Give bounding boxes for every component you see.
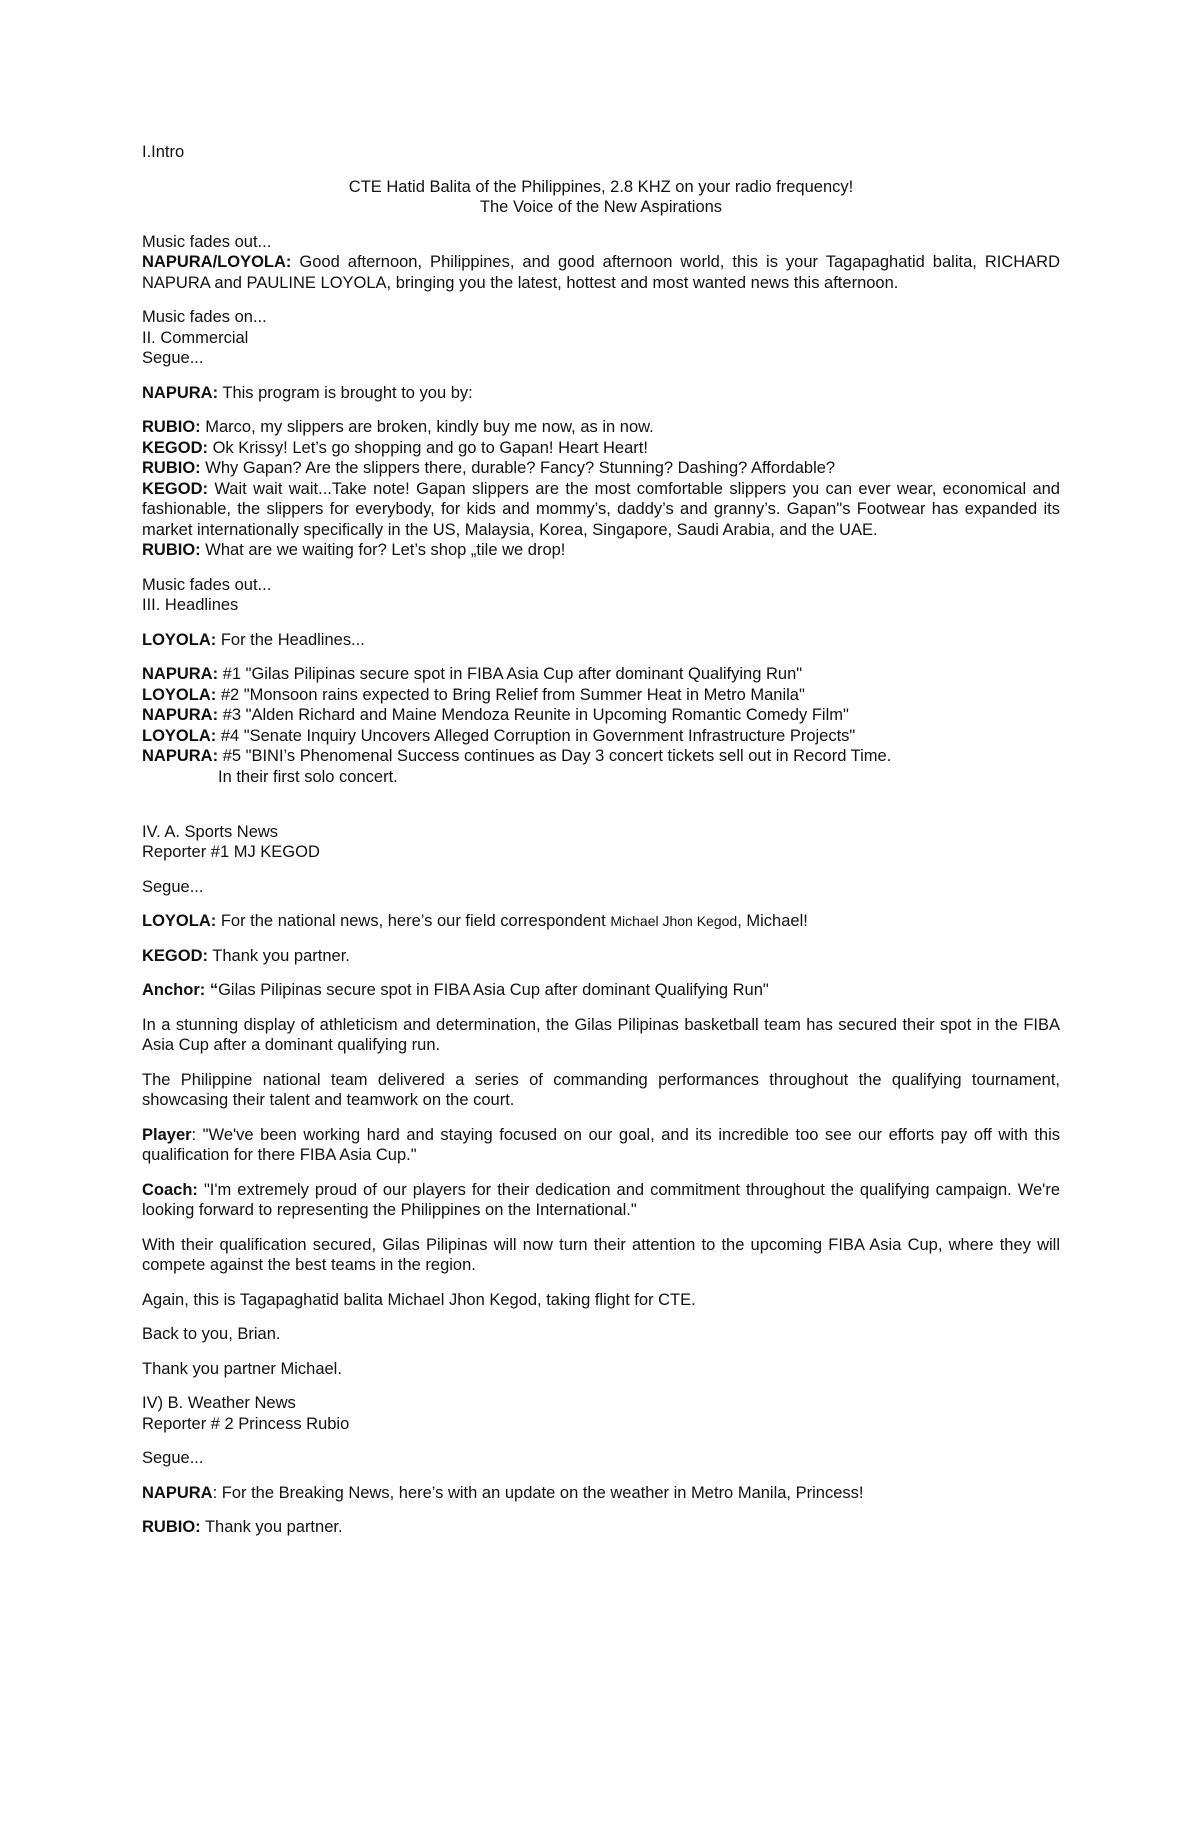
speaker-label: NAPURA — [142, 1483, 213, 1502]
speaker-label: Coach: — [142, 1180, 198, 1199]
speaker-label: LOYOLA: — [142, 685, 217, 704]
reporter-signoff: Again, this is Tagapaghatid balita Michael Jhon Kegod, taking flight for CTE. — [142, 1290, 696, 1309]
rubio-reply — [142, 1517, 1060, 1538]
dialogue-text: Gilas Pilipinas secure spot in FIBA Asia Cup after dominant Qualifying Run" — [218, 981, 769, 999]
music-cue: Music fades on... — [142, 308, 267, 326]
news-paragraph: In a stunning display of athleticism and determination, the Gilas Pilipinas basketball team has secured their spot in the FIBA Asia Cup after a dominant qualifying run. — [142, 1015, 1060, 1054]
coach-quote — [142, 1180, 1060, 1221]
speaker-label: KEGOD: — [142, 438, 208, 457]
intro-heading: I.Intro — [142, 143, 185, 161]
script-page — [142, 142, 1060, 1538]
dialogue-text: Marco, my slippers are broken, kindly buy me now, as in now. — [200, 418, 654, 436]
headline-text: #2 "Monsoon rains expected to Bring Relief from Summer Heat in Metro Manila" — [216, 685, 805, 704]
headline-item — [142, 726, 1060, 747]
speaker-label: RUBIO: — [142, 1518, 201, 1536]
dialogue-text: Thank you partner. — [200, 1518, 343, 1536]
headline-list — [142, 664, 1060, 787]
speaker-label: LOYOLA: — [142, 726, 217, 745]
commercial-dialogue — [142, 417, 1060, 561]
dialogue-text: What are we waiting for? Let’s shop „tile we drop! — [200, 541, 566, 559]
headline-text: #5 "BINI’s Phenomenal Success continues as Day 3 concert tickets sell out in Record Time. — [218, 747, 892, 765]
segue-cue: Segue... — [142, 877, 204, 896]
kegod-reply — [142, 946, 1060, 967]
headline-item — [142, 685, 1060, 706]
speaker-label: KEGOD: — [142, 479, 208, 498]
dialogue-line — [142, 438, 1060, 459]
sports-heading: IV. A. Sports News — [142, 822, 279, 841]
speaker-label: NAPURA: — [142, 747, 219, 765]
dialogue-line — [142, 479, 1060, 541]
weather-reporter: Reporter # 2 Princess Rubio — [142, 1414, 350, 1433]
dialogue-line — [142, 540, 1060, 561]
speaker-label: Anchor: “ — [142, 981, 219, 999]
sponsor-intro — [142, 383, 1060, 404]
dialogue-text: For the Headlines... — [216, 630, 365, 649]
headline-item — [142, 746, 1060, 767]
dialogue-text: Ok Krissy! Let’s go shopping and go to Gapan! Heart Heart! — [208, 438, 648, 457]
headline-text: #1 "Gilas Pilipinas secure spot in FIBA Asia Cup after dominant Qualifying Run" — [218, 665, 803, 683]
headline-item — [142, 664, 1060, 685]
dialogue-text: For the national news, here’s our field correspondent — [216, 912, 611, 930]
dialogue-text: : For the Breaking News, here’s with an update on the weather in Metro Manila, Princess! — [212, 1483, 864, 1502]
weather-heading: IV) B. Weather News — [142, 1394, 296, 1412]
speaker-label: RUBIO: — [142, 541, 201, 559]
music-cue: Music fades out... — [142, 232, 272, 251]
speaker-label: NAPURA: — [142, 665, 219, 683]
speaker-label: KEGOD: — [142, 946, 208, 965]
news-paragraph: With their qualification secured, Gilas Pilipinas will now turn their attention to the upcoming FIBA Asia Cup, where they will compete against the best teams in the region. — [142, 1235, 1060, 1274]
segue-cue: Segue... — [142, 349, 204, 367]
speaker-label: RUBIO: — [142, 418, 201, 436]
speaker-label: LOYOLA: — [142, 912, 217, 930]
dialogue-text: , Michael! — [737, 912, 808, 930]
dialogue-text: Good afternoon, Philippines, and good afternoon world, this is your Tagapaghatid balita, RICHARD NAPURA and PAULINE LOYOLA, bringing you the latest, hottest and most wanted news this afternoon. — [142, 253, 1060, 292]
sports-reporter: Reporter #1 MJ KEGOD — [142, 843, 320, 861]
sports-intro — [142, 911, 1060, 932]
music-cue: Music fades out... — [142, 575, 272, 594]
opening-line — [142, 252, 1060, 293]
news-paragraph: The Philippine national team delivered a series of commanding performances throughout the qualifying tournament, showcasing their talent and teamwork on the court. — [142, 1070, 1060, 1109]
speaker-label: RUBIO: — [142, 459, 201, 477]
anchor-thanks: Thank you partner Michael. — [142, 1359, 342, 1378]
headline-item — [142, 705, 1060, 726]
correspondent-name: Michael Jhon Kegod — [610, 913, 738, 929]
quote-text: : "We've been working hard and staying focused on our goal, and its incredible too see our efforts pay off with this qualification for there FIBA Asia Cup." — [142, 1125, 1060, 1164]
segue-cue: Segue... — [142, 1449, 204, 1467]
headlines-heading: III. Headlines — [142, 596, 239, 614]
headline-text: #3 "Alden Richard and Maine Mendoza Reunite in Upcoming Romantic Comedy Film" — [218, 706, 849, 724]
speaker-label: LOYOLA: — [142, 630, 217, 649]
dialogue-text: Why Gapan? Are the slippers there, durable? Fancy? Stunning? Dashing? Affordable? — [200, 459, 836, 477]
speaker-label: NAPURA: — [142, 706, 219, 724]
quote-text: "I'm extremely proud of our players for their dedication and commitment throughout the qualifying campaign. We're looking forward to representing the Philippines on the International." — [142, 1180, 1060, 1219]
speaker-label: NAPURA: — [142, 383, 219, 402]
dialogue-text: Thank you partner. — [208, 946, 350, 965]
station-line-1: CTE Hatid Balita of the Philippines, 2.8 KHZ on your radio frequency! — [348, 177, 854, 196]
headlines-intro — [142, 630, 1060, 651]
dialogue-text: This program is brought to you by: — [218, 383, 473, 402]
dialogue-line — [142, 417, 1060, 438]
headline-text: #4 "Senate Inquiry Uncovers Alleged Corruption in Government Infrastructure Projects" — [216, 726, 856, 745]
player-quote — [142, 1125, 1060, 1166]
speaker-label: Player — [142, 1125, 192, 1144]
commercial-heading: II. Commercial — [142, 328, 249, 347]
dialogue-line — [142, 458, 1060, 479]
weather-intro — [142, 1483, 1060, 1504]
dialogue-text: Wait wait wait...Take note! Gapan slippers are the most comfortable slippers you can ever wear, economical and fashionable, the slippers for everybody, for kids and mommy’s, daddy’s and granny’s. Gapan"s Footwear has expanded its market internationally specifically in the US, Malaysia, Korea, Singapore, Saudi Arabia, and the UAE. — [142, 479, 1060, 539]
back-to-anchor: Back to you, Brian. — [142, 1325, 281, 1343]
speaker-label: NAPURA/LOYOLA: — [142, 253, 292, 271]
headline-continuation: In their first solo concert. — [218, 767, 398, 786]
anchor-line — [142, 980, 1060, 1001]
station-line-2: The Voice of the New Aspirations — [479, 198, 723, 216]
